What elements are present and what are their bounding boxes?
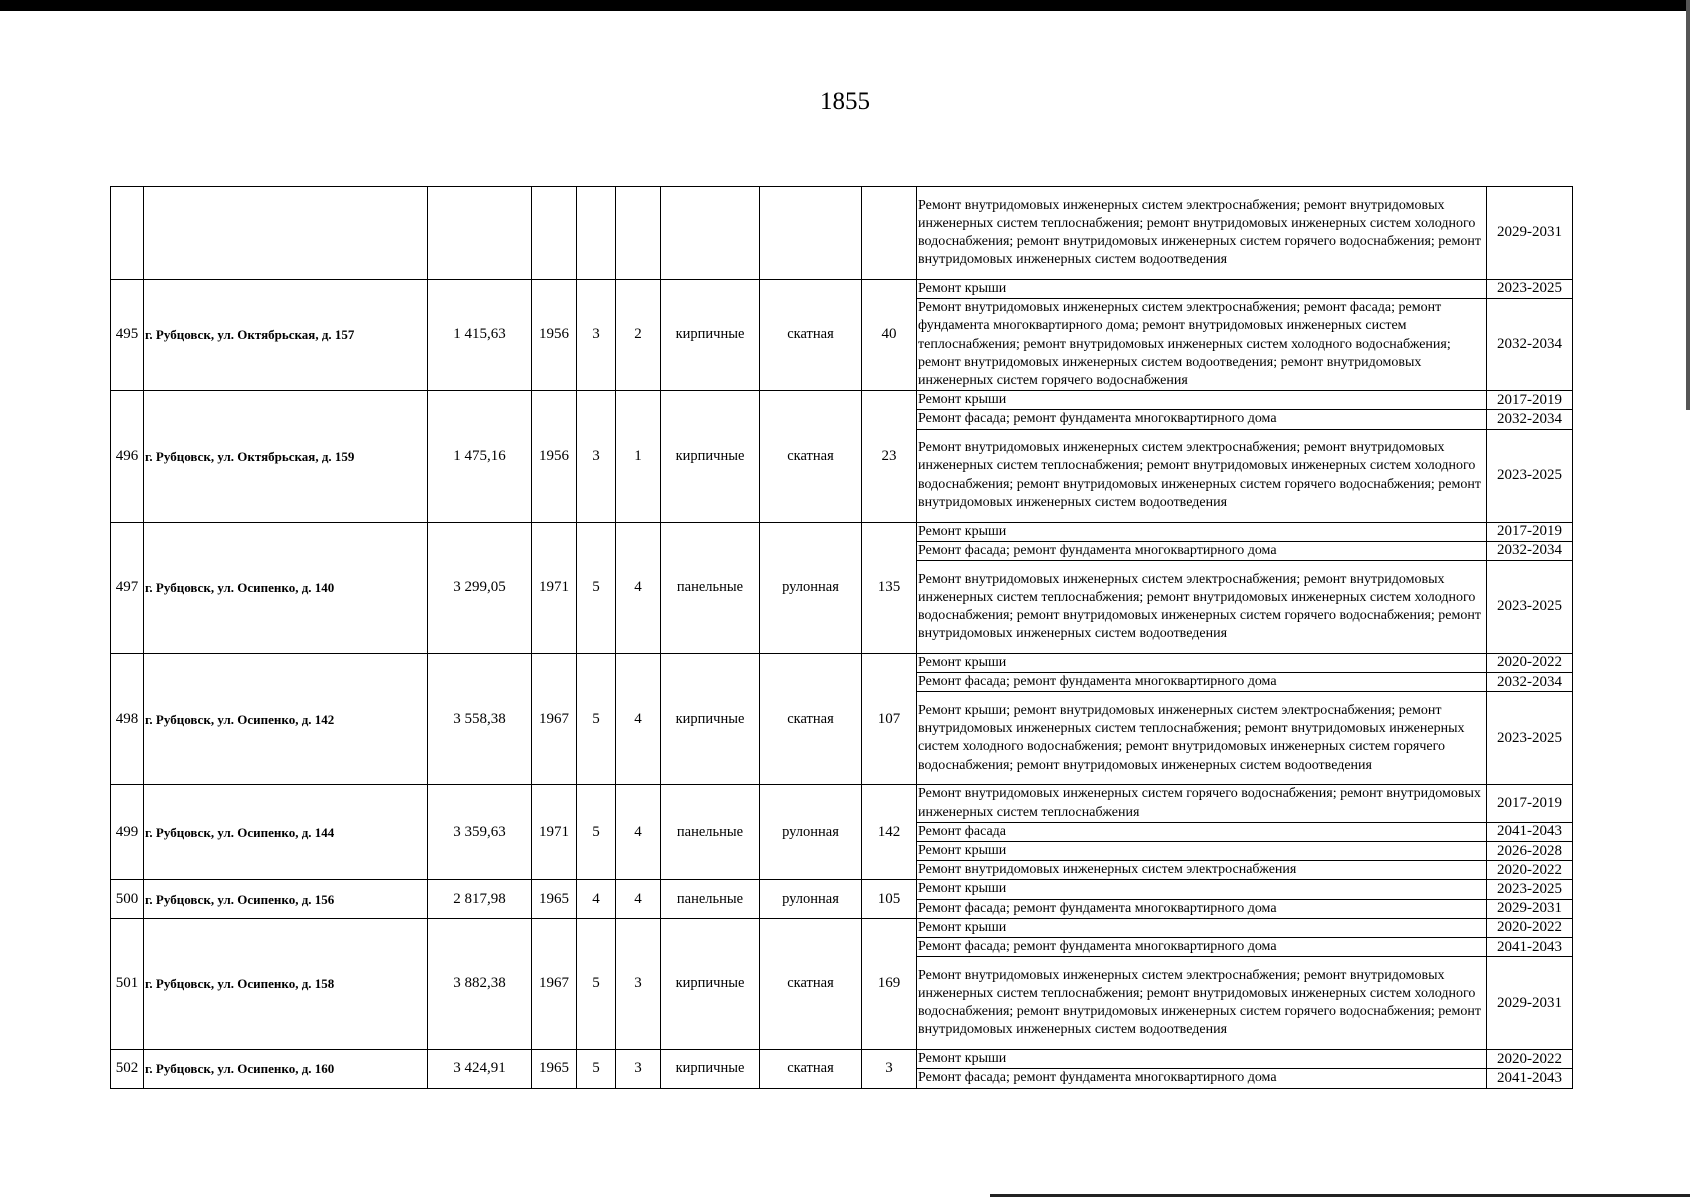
work-description: Ремонт фасада; ремонт фундамента многоквартирного дома [917,1069,1487,1088]
work-description: Ремонт внутридомовых инженерных систем горячего водоснабжения; ремонт внутридомовых инженерных систем теплоснабжения [917,785,1487,822]
resident-count: 3 [862,1050,917,1088]
work-description: Ремонт фасада; ремонт фундамента многоквартирного дома [917,673,1487,692]
building-number: 501 [111,918,144,1049]
empty-cell [532,187,577,280]
work-description: Ремонт фасада [917,822,1487,841]
work-period: 2023-2025 [1487,429,1573,522]
work-description: Ремонт фасада; ремонт фундамента многоквартирного дома [917,541,1487,560]
work-period: 2032-2034 [1487,410,1573,429]
work-period: 2020-2022 [1487,654,1573,673]
wall-material: панельные [661,785,760,880]
table-row [111,880,1573,899]
roof-type: рулонная [760,522,862,653]
table-row [111,1050,1573,1069]
table-row [111,391,1573,410]
entrance-count: 4 [616,654,661,785]
wall-material: кирпичные [661,1050,760,1088]
work-description: Ремонт фасада; ремонт фундамента многоквартирного дома [917,938,1487,957]
work-description: Ремонт внутридомовых инженерных систем электроснабжения [917,861,1487,880]
work-description: Ремонт крыши [917,1050,1487,1069]
roof-type: скатная [760,654,862,785]
table-row [111,918,1573,937]
building-address: г. Рубцовск, ул. Осипенко, д. 156 [144,880,428,918]
wall-material: кирпичные [661,391,760,522]
resident-count: 107 [862,654,917,785]
work-period: 2023-2025 [1487,880,1573,899]
resident-count: 40 [862,280,917,391]
building-address: г. Рубцовск, ул. Осипенко, д. 144 [144,785,428,880]
roof-type: скатная [760,280,862,391]
work-period: 2029-2031 [1487,957,1573,1050]
wall-material: кирпичные [661,654,760,785]
entrance-count: 4 [616,522,661,653]
build-year: 1956 [532,391,577,522]
build-year: 1967 [532,918,577,1049]
building-address: г. Рубцовск, ул. Осипенко, д. 160 [144,1050,428,1088]
work-period: 2017-2019 [1487,785,1573,822]
build-year: 1965 [532,1050,577,1088]
empty-cell [862,187,917,280]
empty-cell [577,187,616,280]
work-period: 2020-2022 [1487,918,1573,937]
roof-type: скатная [760,918,862,1049]
work-period: 2020-2022 [1487,861,1573,880]
work-period: 2023-2025 [1487,692,1573,785]
table-row [111,785,1573,822]
work-description: Ремонт внутридомовых инженерных систем электроснабжения; ремонт внутридомовых инженерных систем теплоснабжения; ремонт внутридомовых инженерных систем холодного водоснабжения; ремонт внутридомовых инженерных систем горячего водоснабжения; ремонт внутридомовых инженерных систем водоотведения [917,957,1487,1050]
total-area: 1 415,63 [428,280,532,391]
floor-count: 5 [577,1050,616,1088]
building-number: 495 [111,280,144,391]
roof-type: скатная [760,391,862,522]
floor-count: 4 [577,880,616,918]
floor-count: 5 [577,654,616,785]
total-area: 1 475,16 [428,391,532,522]
building-number: 497 [111,522,144,653]
floor-count: 5 [577,918,616,1049]
empty-cell [616,187,661,280]
empty-cell [428,187,532,280]
bottom-border [990,1194,1690,1197]
work-period: 2023-2025 [1487,561,1573,654]
floor-count: 5 [577,785,616,880]
build-year: 1956 [532,280,577,391]
building-number: 498 [111,654,144,785]
total-area: 3 424,91 [428,1050,532,1088]
work-period: 2017-2019 [1487,391,1573,410]
repair-schedule-table [110,186,1573,1089]
total-area: 3 359,63 [428,785,532,880]
entrance-count: 4 [616,785,661,880]
wall-material: кирпичные [661,280,760,391]
work-description: Ремонт крыши [917,391,1487,410]
work-description: Ремонт крыши [917,280,1487,299]
scan-edge-mark [1686,0,1690,410]
entrance-count: 4 [616,880,661,918]
wall-material: панельные [661,522,760,653]
building-address: г. Рубцовск, ул. Осипенко, д. 142 [144,654,428,785]
table-row [111,280,1573,299]
table-row [111,187,1573,280]
floor-count: 3 [577,391,616,522]
empty-cell [661,187,760,280]
build-year: 1971 [532,785,577,880]
build-year: 1965 [532,880,577,918]
wall-material: кирпичные [661,918,760,1049]
work-description: Ремонт внутридомовых инженерных систем электроснабжения; ремонт внутридомовых инженерных систем теплоснабжения; ремонт внутридомовых инженерных систем холодного водоснабжения; ремонт внутридомовых инженерных систем горячего водоснабжения; ремонт внутридомовых инженерных систем водоотведения [917,187,1487,280]
work-period: 2041-2043 [1487,1069,1573,1088]
entrance-count: 3 [616,1050,661,1088]
entrance-count: 1 [616,391,661,522]
table-row [111,522,1573,541]
work-description: Ремонт внутридомовых инженерных систем электроснабжения; ремонт внутридомовых инженерных систем теплоснабжения; ремонт внутридомовых инженерных систем холодного водоснабжения; ремонт внутридомовых инженерных систем горячего водоснабжения; ремонт внутридомовых инженерных систем водоотведения [917,561,1487,654]
work-description: Ремонт крыши [917,842,1487,861]
build-year: 1971 [532,522,577,653]
resident-count: 169 [862,918,917,1049]
total-area: 3 882,38 [428,918,532,1049]
building-address: г. Рубцовск, ул. Октябрьская, д. 159 [144,391,428,522]
building-number: 502 [111,1050,144,1088]
roof-type: рулонная [760,785,862,880]
floor-count: 5 [577,522,616,653]
work-description: Ремонт внутридомовых инженерных систем электроснабжения; ремонт внутридомовых инженерных систем теплоснабжения; ремонт внутридомовых инженерных систем холодного водоснабжения; ремонт внутридомовых инженерных систем горячего водоснабжения; ремонт внутридомовых инженерных систем водоотведения [917,429,1487,522]
building-number: 496 [111,391,144,522]
total-area: 2 817,98 [428,880,532,918]
work-description: Ремонт крыши; ремонт внутридомовых инженерных систем электроснабжения; ремонт внутридомовых инженерных систем теплоснабжения; ремонт внутридомовых инженерных систем холодного водоснабжения; ремонт внутридомовых инженерных систем горячего водоснабжения; ремонт внутридомовых инженерных систем водоотведения [917,692,1487,785]
roof-type: рулонная [760,880,862,918]
work-period: 2041-2043 [1487,938,1573,957]
building-address: г. Рубцовск, ул. Октябрьская, д. 157 [144,280,428,391]
work-description: Ремонт фасада; ремонт фундамента многоквартирного дома [917,410,1487,429]
page-number: 1855 [820,88,870,115]
work-description: Ремонт крыши [917,880,1487,899]
build-year: 1967 [532,654,577,785]
empty-cell [111,187,144,280]
building-address: г. Рубцовск, ул. Осипенко, д. 140 [144,522,428,653]
work-period: 2029-2031 [1487,899,1573,918]
wall-material: панельные [661,880,760,918]
total-area: 3 558,38 [428,654,532,785]
work-period: 2029-2031 [1487,187,1573,280]
work-period: 2020-2022 [1487,1050,1573,1069]
work-description: Ремонт крыши [917,654,1487,673]
work-period: 2026-2028 [1487,842,1573,861]
work-description: Ремонт крыши [917,522,1487,541]
building-address: г. Рубцовск, ул. Осипенко, д. 158 [144,918,428,1049]
floor-count: 3 [577,280,616,391]
resident-count: 105 [862,880,917,918]
entrance-count: 2 [616,280,661,391]
work-period: 2032-2034 [1487,541,1573,560]
top-border [0,0,1690,11]
resident-count: 135 [862,522,917,653]
work-description: Ремонт внутридомовых инженерных систем электроснабжения; ремонт фасада; ремонт фундамента многоквартирного дома; ремонт внутридомовых инженерных систем теплоснабжения; ремонт внутридомовых инженерных систем холодного водоснабжения; ремонт внутридомовых инженерных систем водоотведения; ремонт внутридомовых инженерных систем горячего водоснабжения [917,299,1487,391]
work-period: 2017-2019 [1487,522,1573,541]
work-description: Ремонт крыши [917,918,1487,937]
roof-type: скатная [760,1050,862,1088]
building-number: 500 [111,880,144,918]
resident-count: 142 [862,785,917,880]
work-period: 2032-2034 [1487,299,1573,391]
empty-cell [760,187,862,280]
work-period: 2041-2043 [1487,822,1573,841]
work-period: 2023-2025 [1487,280,1573,299]
table-row [111,654,1573,673]
building-number: 499 [111,785,144,880]
total-area: 3 299,05 [428,522,532,653]
empty-cell [144,187,428,280]
entrance-count: 3 [616,918,661,1049]
work-description: Ремонт фасада; ремонт фундамента многоквартирного дома [917,899,1487,918]
work-period: 2032-2034 [1487,673,1573,692]
resident-count: 23 [862,391,917,522]
